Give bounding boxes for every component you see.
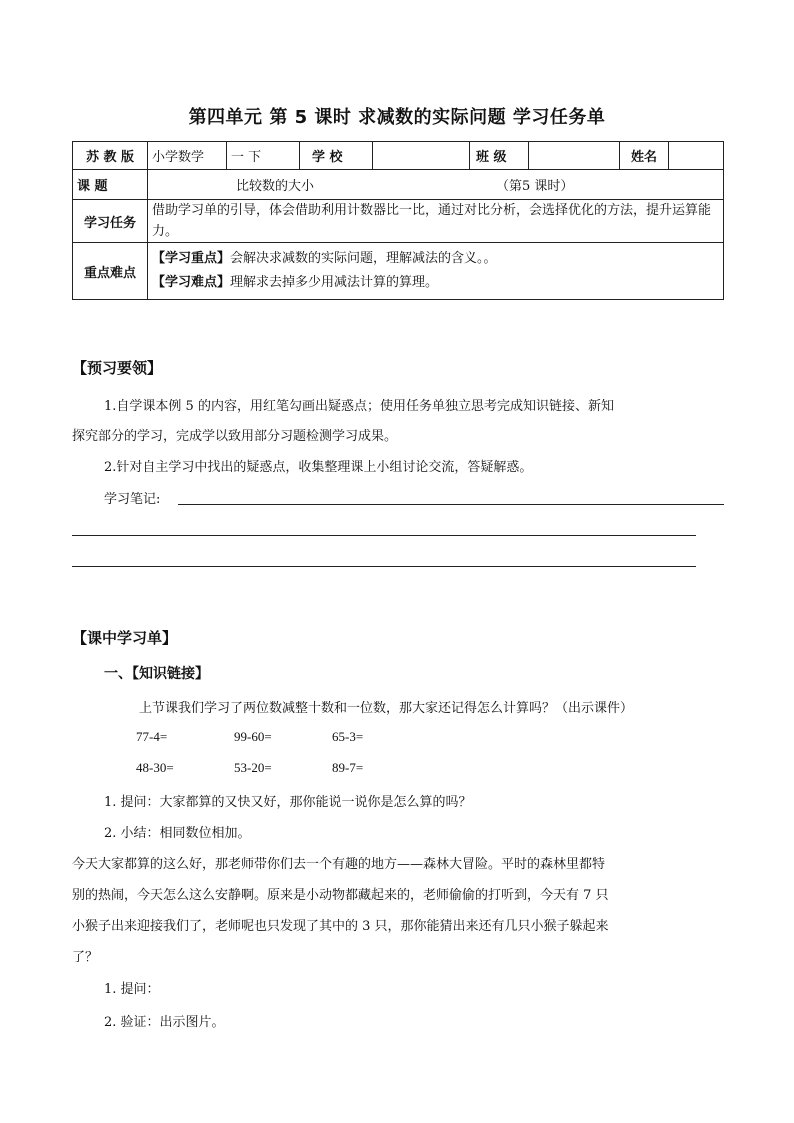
subject-cell: 小学数学 [148, 142, 227, 170]
math-item: 99-60= [234, 729, 272, 744]
topic-value: 比较数的大小 [236, 179, 315, 194]
key-label: 重点难点 [73, 243, 148, 300]
question-2: 2. 小结：相同数位相加。 [104, 826, 251, 841]
math-item: 48-30= [136, 760, 174, 775]
math-item: 53-20= [234, 760, 272, 775]
math-item: 89-7= [332, 760, 364, 775]
story-line-1: 今天大家都算的这么好，那老师带你们去一个有趣的地方——森林大冒险。平时的森林里都特 [72, 857, 606, 872]
notes-label: 学习笔记: [104, 492, 161, 507]
name-value[interactable] [669, 142, 724, 170]
key-point [152, 247, 719, 271]
classwork-heading: 【课中学习单】 [72, 629, 178, 647]
math-row-1 [136, 729, 430, 745]
class-value[interactable] [529, 142, 620, 170]
step-2: 2. 验证：出示图片。 [104, 1015, 225, 1030]
step-1: 1. 提问： [104, 982, 160, 997]
intro-text: 上节课我们学习了两位数减整十数和一位数，那大家还记得怎么计算吗？（出示课件） [139, 701, 634, 716]
task-value: 借助学习单的引导，体会借助利用计数器比一比，通过对比分析，会选择优化的方法，提升运算能力。 [148, 200, 724, 243]
topic-cell [148, 170, 724, 200]
math-item: 65-3= [332, 729, 364, 744]
preview-item-1-line-1: 1.自学课本例 5 的内容，用红笔勾画出疑惑点；使用任务单独立思考完成知识链接、新知 [104, 399, 614, 414]
story-line-2: 别的热闹，今天怎么这么安静啊。原来是小动物都藏起来的，老师偷偷的打听到，今天有 7 只 [72, 888, 609, 903]
story-line-3: 小猴子出来迎接我们了，老师呢也只发现了其中的 3 只，那你能猜出来还有几只小猴子躲起来 [72, 919, 609, 934]
math-row-2 [136, 760, 430, 776]
school-label: 学 校 [300, 142, 373, 170]
preview-item-1-line-2: 探究部分的学习，完成学以致用部分习题检测学习成果。 [72, 429, 398, 444]
page-title: 第四单元 第 5 课时 求减数的实际问题 学习任务单 [188, 107, 606, 128]
lesson-value: （第5 课时） [496, 179, 574, 194]
notes-line-1[interactable] [178, 504, 724, 505]
table-row [73, 200, 724, 243]
table-row [73, 243, 724, 300]
key-cell [148, 243, 724, 300]
name-label: 姓名 [620, 142, 669, 170]
grade-cell: 一 下 [227, 142, 300, 170]
key-point-tag: 【学习重点】 [152, 251, 231, 266]
difficulty-text: 理解求去掉多少用减法计算的算理。 [230, 275, 439, 290]
table-row [73, 170, 724, 200]
notes-line-3[interactable] [72, 566, 696, 567]
school-value[interactable] [373, 142, 470, 170]
preview-heading: 【预习要领】 [72, 359, 163, 377]
info-table [72, 141, 724, 300]
question-1: 1. 提问：大家都算的又快又好，那你能说一说你是怎么算的吗？ [104, 795, 472, 810]
preview-item-2: 2.针对自主学习中找出的疑惑点，收集整理课上小组讨论交流，答疑解惑。 [104, 460, 533, 475]
knowledge-link-heading: 一、【知识链接】 [104, 666, 209, 682]
class-label: 班 级 [470, 142, 529, 170]
key-point-text: 会解决求减数的实际问题，理解减法的含义。。 [230, 251, 497, 266]
topic-label: 课 题 [73, 170, 148, 200]
table-row [73, 142, 724, 170]
difficulty-tag: 【学习难点】 [152, 275, 231, 290]
math-item: 77-4= [136, 729, 168, 744]
notes-line-2[interactable] [72, 535, 696, 536]
task-label: 学习任务 [73, 200, 148, 243]
difficulty [152, 271, 719, 295]
publisher-cell: 苏 教 版 [73, 142, 148, 170]
story-line-4: 了？ [72, 950, 99, 965]
